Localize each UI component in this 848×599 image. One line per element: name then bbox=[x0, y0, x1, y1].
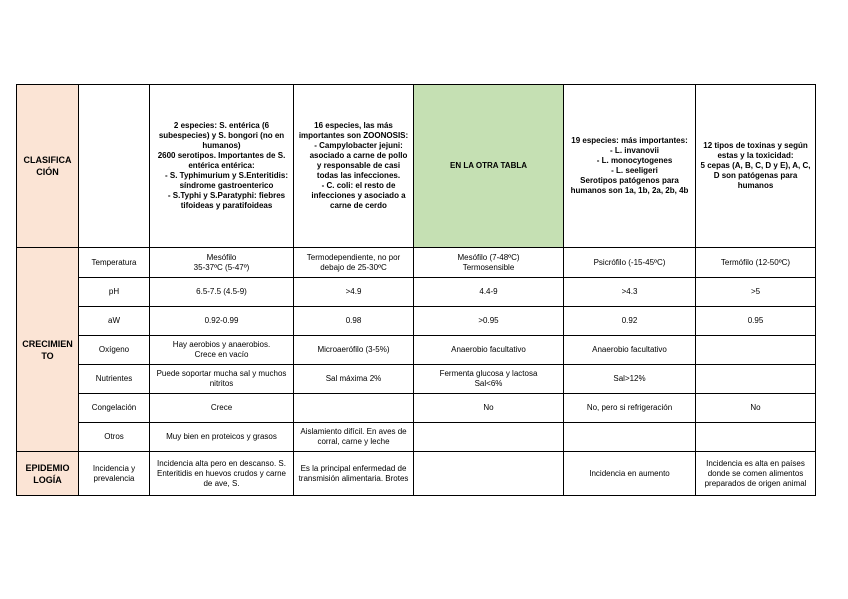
row-label-text: aW bbox=[108, 316, 120, 325]
clasificacion-otra-tabla-text: EN LA OTRA TABLA bbox=[449, 161, 528, 170]
row-label bbox=[79, 278, 150, 307]
clasificacion-listeria-line: 19 especies: más importantes: bbox=[571, 136, 688, 145]
data-cell bbox=[294, 365, 414, 394]
data-cell bbox=[696, 278, 816, 307]
data-cell-text: Sal máxima 2% bbox=[325, 374, 382, 383]
data-cell-text: 0.95 bbox=[747, 316, 764, 325]
row-label bbox=[79, 423, 150, 452]
data-cell-text: Aislamiento difícil. En aves de corral, carne y leche bbox=[300, 427, 407, 446]
data-cell-text: Incidencia alta pero en descanso. S. Enteritidis en huevos crudos y carne de ave, S. bbox=[157, 458, 286, 488]
data-cell bbox=[564, 365, 696, 394]
data-cell-text: Termófilo (12-50ºC) bbox=[720, 257, 791, 267]
data-cell bbox=[696, 248, 816, 278]
data-cell-text: 6.5-7.5 (4.5-9) bbox=[196, 287, 247, 296]
data-cell bbox=[696, 365, 816, 394]
data-cell-text: Microaerófilo (3-5%) bbox=[317, 345, 390, 354]
section-epidemiologia-text: EPIDEMIO LOGÍA bbox=[25, 462, 70, 485]
data-cell bbox=[414, 248, 564, 278]
row-label bbox=[79, 248, 150, 278]
data-cell-text: Anaerobio facultativo bbox=[592, 345, 667, 354]
clasificacion-salmonella-line: - S. Typhimurium y S.Enteritidis: síndrome gastroenterico bbox=[165, 171, 288, 190]
row-label bbox=[79, 394, 150, 423]
clasificacion-campylobacter-line: 16 especies, las más importantes son ZOONOSIS: bbox=[298, 121, 409, 140]
data-cell-text: 0.98 bbox=[345, 316, 362, 325]
data-cell bbox=[294, 307, 414, 336]
clasificacion-salmonella bbox=[150, 85, 294, 248]
section-crecimiento-text: CRECIMIEN TO bbox=[22, 338, 73, 361]
data-cell-text: Mesófilo 35-37ºC (5-47º) bbox=[193, 252, 250, 272]
data-cell bbox=[414, 336, 564, 365]
data-cell-text: Anaerobio facultativo bbox=[451, 345, 526, 354]
clasificacion-otra-tabla bbox=[414, 85, 564, 248]
data-cell bbox=[294, 248, 414, 278]
data-cell bbox=[414, 394, 564, 423]
data-cell-text: >0.95 bbox=[478, 316, 499, 325]
row-crecimiento bbox=[17, 248, 816, 278]
data-cell-text: Sal>12% bbox=[613, 374, 646, 383]
section-clasificacion-text: CLASIFICA CIÓN bbox=[23, 155, 72, 177]
row-label bbox=[79, 365, 150, 394]
data-cell bbox=[696, 394, 816, 423]
data-cell bbox=[150, 423, 294, 452]
data-cell-text: Crece bbox=[210, 403, 233, 412]
data-cell bbox=[414, 423, 564, 452]
data-cell bbox=[564, 394, 696, 423]
data-cell bbox=[564, 423, 696, 452]
clasificacion-campylobacter-line: - C. coli: el resto de infecciones y asociado a carne de cerdo bbox=[311, 181, 406, 210]
row-label-text: Incidencia y prevalencia bbox=[92, 463, 136, 483]
microbiology-table bbox=[16, 84, 816, 496]
data-cell-text: Termodependiente, no por debajo de 25-30ºC bbox=[306, 252, 401, 272]
data-cell-text: No bbox=[483, 403, 494, 412]
clasificacion-salmonella-line: 2600 serotipos. Importantes de S. entérica entérica: bbox=[157, 151, 286, 170]
section-crecimiento bbox=[17, 248, 79, 452]
data-cell bbox=[294, 423, 414, 452]
clasificacion-listeria-line: Serotipos patógenos para humanos son 1a, 1b, 2a, 2b, 4b bbox=[570, 176, 689, 195]
data-cell-text: Puede soportar mucha sal y muchos nitritos bbox=[156, 369, 287, 388]
clasificacion-listeria-line: - L. seeligeri bbox=[611, 166, 658, 175]
data-cell bbox=[294, 452, 414, 496]
data-cell bbox=[150, 394, 294, 423]
data-cell bbox=[150, 452, 294, 496]
data-cell bbox=[150, 336, 294, 365]
row-crecimiento bbox=[17, 365, 816, 394]
section-clasificacion bbox=[17, 85, 79, 248]
clasificacion-clostridium bbox=[696, 85, 816, 248]
row-crecimiento bbox=[17, 394, 816, 423]
data-cell bbox=[294, 394, 414, 423]
clasificacion-listeria-line: - L. monocytogenes bbox=[596, 156, 673, 165]
data-cell bbox=[564, 307, 696, 336]
data-cell-text: Mesófilo (7-48ºC) Termosensible bbox=[457, 252, 520, 272]
data-cell-text: 4.4-9 bbox=[479, 287, 498, 296]
data-cell-text: 0.92 bbox=[621, 316, 638, 325]
data-cell bbox=[696, 423, 816, 452]
clasificacion-campylobacter bbox=[294, 85, 414, 248]
clasificacion-listeria-line: - L. invanovii bbox=[610, 146, 659, 155]
row-crecimiento bbox=[17, 423, 816, 452]
data-cell bbox=[294, 278, 414, 307]
data-cell bbox=[150, 307, 294, 336]
data-cell bbox=[696, 336, 816, 365]
data-cell-text: Es la principal enfermedad de transmisión alimentaria. Brotes bbox=[298, 463, 409, 483]
clasificacion-listeria bbox=[564, 85, 696, 248]
data-cell-text: Hay aerobios y anaerobios. Crece en vacío bbox=[172, 340, 271, 359]
data-cell bbox=[150, 365, 294, 394]
clasificacion-clostridium-line: 5 cepas (A, B, C, D y E), A, C, D son patógenas para humanos bbox=[700, 161, 811, 190]
data-cell-text: >4.3 bbox=[621, 287, 638, 296]
data-cell-text: Muy bien en proteicos y grasos bbox=[166, 432, 277, 441]
data-cell-text: >5 bbox=[750, 287, 761, 296]
data-cell bbox=[150, 248, 294, 278]
data-cell-text: No, pero si refrigeración bbox=[586, 403, 673, 412]
clasificacion-campylobacter-line: - Campylobacter jejuni: asociado a carne de pollo y responsable de casi todas las infecciones. bbox=[309, 141, 408, 180]
data-cell bbox=[414, 307, 564, 336]
data-cell bbox=[564, 452, 696, 496]
data-cell bbox=[150, 278, 294, 307]
data-cell bbox=[414, 365, 564, 394]
row-crecimiento bbox=[17, 307, 816, 336]
clasificacion-salmonella-line: - S.Typhi y S.Paratyphi: fiebres tifoideas y paratifoideas bbox=[167, 191, 286, 210]
row-label bbox=[79, 452, 150, 496]
clasificacion-salmonella-line: 2 especies: S. entérica (6 subespecies) y S. bongori (no en humanos) bbox=[158, 121, 285, 150]
row-crecimiento bbox=[17, 336, 816, 365]
data-cell-text: No bbox=[750, 403, 761, 412]
data-cell bbox=[564, 248, 696, 278]
data-cell-text: 0.92-0.99 bbox=[204, 316, 239, 325]
row-crecimiento bbox=[17, 278, 816, 307]
data-cell-text: Fermenta glucosa y lactosa Sal<6% bbox=[439, 369, 538, 388]
row-clasificacion bbox=[17, 85, 816, 248]
row-epidemiologia bbox=[17, 452, 816, 496]
row-label-text: Congelación bbox=[91, 403, 137, 412]
row-label-text: Temperatura bbox=[91, 257, 137, 267]
row-label-text: Nutrientes bbox=[95, 374, 133, 383]
row-label bbox=[79, 336, 150, 365]
data-cell-text: Incidencia en aumento bbox=[589, 468, 670, 478]
row-label bbox=[79, 307, 150, 336]
empty-cell bbox=[79, 85, 150, 248]
row-label-text: Oxígeno bbox=[98, 345, 130, 354]
data-cell bbox=[564, 336, 696, 365]
clasificacion-clostridium-line: 12 tipos de toxinas y según estas y la toxicidad: bbox=[703, 141, 808, 160]
data-cell bbox=[696, 452, 816, 496]
row-label-text: pH bbox=[108, 287, 120, 296]
data-cell bbox=[696, 307, 816, 336]
row-label-text: Otros bbox=[104, 432, 124, 441]
data-cell bbox=[564, 278, 696, 307]
data-cell-text: Incidencia es alta en países donde se comen alimentos preparados de origen animal bbox=[704, 458, 807, 488]
data-cell bbox=[294, 336, 414, 365]
data-cell-text: Psicrófilo (-15-45ºC) bbox=[593, 257, 666, 267]
data-cell bbox=[414, 278, 564, 307]
data-cell bbox=[414, 452, 564, 496]
section-epidemiologia bbox=[17, 452, 79, 496]
data-cell-text: >4.9 bbox=[345, 287, 362, 296]
